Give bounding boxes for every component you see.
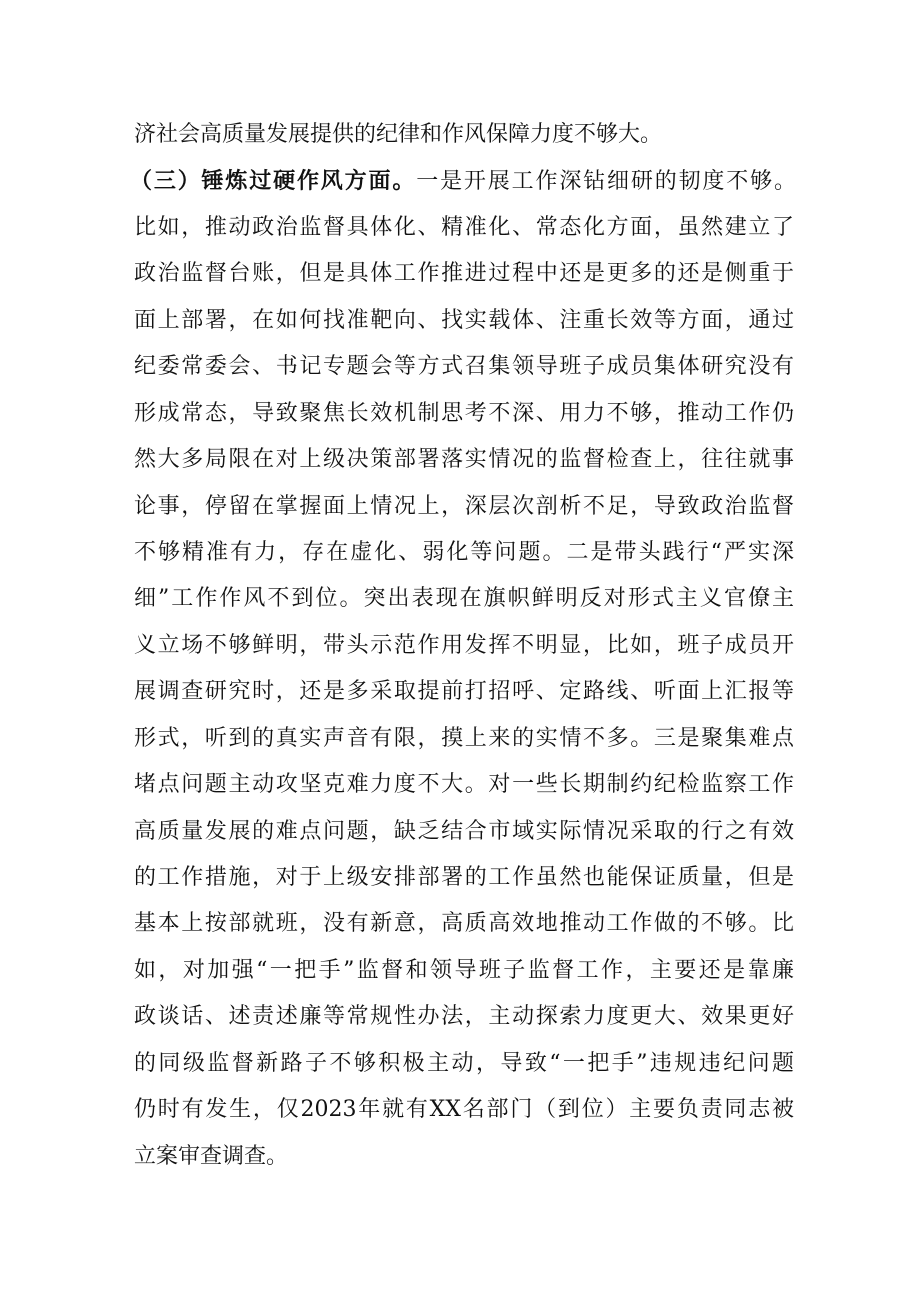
paragraph-line: 面上部署，在如何找准靶向、找实载体、注重长效等方面，通过 bbox=[134, 307, 794, 333]
paragraph-line: 堵点问题主动攻坚克难力度不大。对一些长期制约纪检监察工作 bbox=[134, 772, 794, 798]
paragraph-line: 政谈话、述责述廉等常规性办法，主动探索力度更大、效果更好 bbox=[134, 1004, 794, 1030]
paragraph-line: 仍时有发生，仅2023年就有XX名部门（到位）主要负责同志被 bbox=[134, 1097, 794, 1123]
paragraph-line: 高质量发展的难点问题，缺乏结合市域实际情况采取的行之有效 bbox=[134, 818, 794, 844]
paragraph-line: 展调查研究时，还是多采取提前打招呼、定路线、听面上汇报等 bbox=[134, 679, 794, 705]
paragraph-line: 然大多局限在对上级决策部署落实情况的监督检查上，往往就事 bbox=[134, 447, 794, 473]
paragraph-line: 比如，推动政治监督具体化、精准化、常态化方面，虽然建立了 bbox=[134, 214, 794, 240]
paragraph-line: 基本上按部就班，没有新意，高质高效地推动工作做的不够。比 bbox=[134, 911, 794, 937]
paragraph-line: 政治监督台账，但是具体工作推进过程中还是更多的还是侧重于 bbox=[134, 261, 794, 287]
paragraph-first-line bbox=[130, 158, 796, 204]
paragraph-line: 义立场不够鲜明，带头示范作用发挥不明显，比如，班子成员开 bbox=[134, 632, 794, 658]
paragraph-line: 形式，听到的真实声音有限，摸上来的实情不多。三是聚集难点 bbox=[134, 725, 794, 751]
paragraph-line: 立案审查调查。 bbox=[134, 1143, 289, 1169]
paragraph-line: 纪委常委会、书记专题会等方式召集领导班子成员集体研究没有 bbox=[134, 354, 794, 380]
paragraph-line: 济社会高质量发展提供的纪律和作风保障力度不够大。 bbox=[134, 122, 663, 147]
document-body bbox=[130, 112, 796, 1180]
paragraph-line: 的工作措施，对于上级安排部署的工作虽然也能保证质量，但是 bbox=[134, 865, 794, 890]
paragraph-line: 细”工作作风不到位。突出表现在旗帜鲜明反对形式主义官僚主 bbox=[134, 586, 794, 612]
paragraph-line: 论事，停留在掌握面上情况上，深层次剖析不足，导致政治监督 bbox=[134, 493, 794, 519]
paragraph-line-rest: 一是开展工作深钻细研的韧度不够。 bbox=[416, 169, 796, 195]
paragraph-line: 的同级监督新路子不够积极主动，导致“一把手”违规违纪问题 bbox=[134, 1050, 794, 1076]
paragraph-line: 不够精准有力，存在虚化、弱化等问题。二是带头践行“严实深 bbox=[134, 539, 794, 565]
section-heading: （三）锤炼过硬作风方面。 bbox=[130, 168, 417, 195]
paragraph-line: 形成常态，导致聚焦长效机制思考不深、用力不够，推动工作仍 bbox=[134, 400, 794, 426]
paragraph-line: 如，对加强“一把手”监督和领导班子监督工作，主要还是靠廉 bbox=[134, 957, 794, 983]
